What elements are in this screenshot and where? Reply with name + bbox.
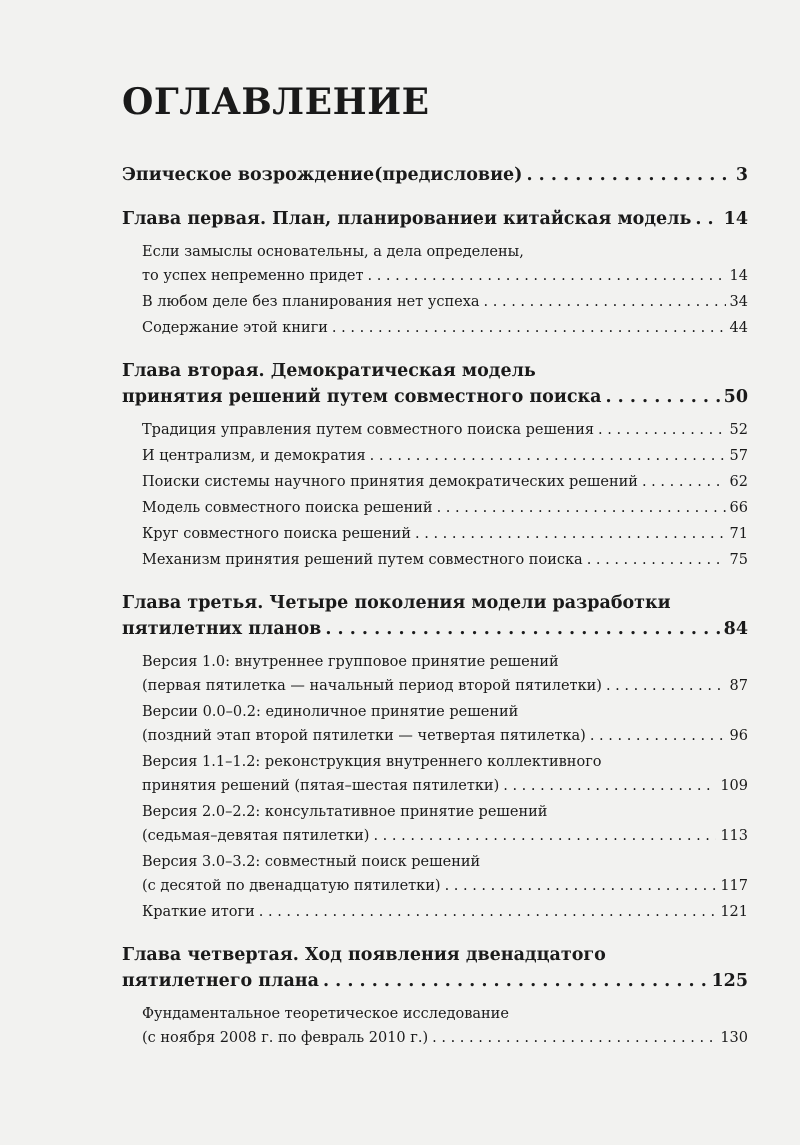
leader-dots [642,470,726,494]
chapter-last-line [122,206,748,232]
section-title-line: Версия 1.1–1.2: реконструкция внутреннего коллективного [142,754,602,770]
section-title-line: И централизм, и демократия [142,448,366,464]
section-title-line: Версия 2.0–2.2: консультативное принятие решений [142,804,548,820]
section-page-number: 121 [720,904,748,920]
section-last-line [142,316,748,340]
section-title-line: (с ноября 2008 г. по февраль 2010 г.) [142,1030,429,1046]
leader-dots [415,522,726,546]
section-title-line: В любом деле без планирования нет успеха [142,294,480,310]
toc-chapter[interactable] [122,162,748,188]
toc-chapter[interactable] [122,590,748,924]
section-title-line: (седьмая–девятая пятилетки) [142,828,370,844]
section-last-line [142,290,748,314]
chapter-title-line: Глава третья. Четыре поколения модели разработки [122,593,671,613]
toc-section[interactable] [142,850,748,898]
section-page-number: 109 [720,778,748,794]
chapter-title-line: пятилетних планов [122,619,322,639]
section-page-number: 113 [720,828,748,844]
toc-sections [122,240,748,340]
section-page-number: 96 [729,728,748,744]
leader-dots [368,264,726,288]
section-title-line: Содержание этой книги [142,320,328,336]
chapter-page-number: 14 [723,209,748,229]
chapter-last-line [122,162,748,188]
chapter-last-line [122,968,748,994]
page-title: ОГЛАВЛЕНИЕ [122,81,430,123]
leader-dots [437,496,726,520]
section-last-line [142,522,748,546]
leader-dots [484,290,726,314]
leader-dots [606,674,726,698]
toc-section[interactable] [142,496,748,520]
leader-dots [587,548,726,572]
leader-dots [432,1026,716,1050]
section-title-line: (с десятой по двенадцатую пятилетки) [142,878,441,894]
section-page-number: 130 [720,1030,748,1046]
chapter-page-number: 3 [735,165,748,185]
chapter-title-line: Глава четвертая. Ход появления двенадцатого [122,945,606,965]
section-page-number: 52 [729,422,748,438]
section-page-number: 117 [720,878,748,894]
leader-dots [259,900,717,924]
section-title-line: Краткие итоги [142,904,255,920]
leader-dots [590,724,726,748]
section-title-line: Если замыслы основательны, а дела определены, [142,244,524,260]
toc-section[interactable] [142,316,748,340]
toc-section[interactable] [142,522,748,546]
section-title-line: Фундаментальное теоретическое исследование [142,1006,509,1022]
chapter-page-number: 84 [723,619,748,639]
section-page-number: 71 [729,526,748,542]
toc-section[interactable] [142,1002,748,1050]
section-title-line: Поиски системы научного принятия демократических решений [142,474,638,490]
leader-dots [370,444,726,468]
leader-dots [332,316,726,340]
chapter-title-line: Глава вторая. Демократическая модель [122,361,536,381]
toc-section[interactable] [142,418,748,442]
section-last-line [142,774,748,798]
toc-sections [122,650,748,924]
toc-section[interactable] [142,750,748,798]
section-last-line [142,824,748,848]
leader-dots [503,774,716,798]
toc-section[interactable] [142,650,748,698]
section-last-line [142,418,748,442]
toc-section[interactable] [142,470,748,494]
chapter-title-line: Глава первая. План, планированиеи китайская модель [122,209,692,229]
toc-sections [122,418,748,572]
section-last-line [142,496,748,520]
section-title-line: принятия решений (пятая–шестая пятилетки) [142,778,500,794]
toc-section[interactable] [142,240,748,288]
section-title-line: Версия 1.0: внутреннее групповое принятие решений [142,654,559,670]
chapter-page-number: 50 [723,387,748,407]
toc-chapter[interactable] [122,206,748,340]
section-page-number: 75 [729,552,748,568]
toc-section[interactable] [142,290,748,314]
leader-dots [526,162,731,188]
section-page-number: 34 [729,294,748,310]
section-title-line: Версии 0.0–0.2: единоличное принятие решений [142,704,519,720]
chapter-title-line: пятилетнего плана [122,971,319,991]
chapter-title-line: принятия решений путем совместного поиска [122,387,602,407]
chapter-last-line [122,616,748,642]
section-page-number: 62 [729,474,748,490]
leader-dots [325,616,719,642]
section-title-line: Модель совместного поиска решений [142,500,433,516]
section-last-line [142,874,748,898]
toc-chapter[interactable] [122,942,748,1050]
leader-dots [323,968,708,994]
section-page-number: 44 [729,320,748,336]
section-page-number: 14 [729,268,748,284]
toc-section[interactable] [142,900,748,924]
toc-sections [122,1002,748,1050]
section-title-line: то успех непременно придет [142,268,364,284]
section-title-line: (поздний этап второй пятилетки — четвертая пятилетка) [142,728,586,744]
section-title-line: (первая пятилетка — начальный период второй пятилетки) [142,678,602,694]
section-title-line: Круг совместного поиска решений [142,526,412,542]
section-last-line [142,674,748,698]
leader-dots [373,824,716,848]
section-page-number: 87 [729,678,748,694]
section-last-line [142,548,748,572]
section-page-number: 57 [729,448,748,464]
toc-section[interactable] [142,444,748,468]
section-title-line: Механизм принятия решений путем совместного поиска [142,552,583,568]
toc-chapter[interactable] [122,358,748,572]
leader-dots [598,418,726,442]
section-last-line [142,444,748,468]
section-page-number: 66 [729,500,748,516]
section-last-line [142,470,748,494]
section-last-line [142,724,748,748]
section-last-line [142,264,748,288]
section-last-line [142,1026,748,1050]
toc-section[interactable] [142,548,748,572]
section-title-line: Версия 3.0–3.2: совместный поиск решений [142,854,481,870]
section-title-line: Традиция управления путем совместного поиска решения [142,422,595,438]
toc-section[interactable] [142,700,748,748]
chapter-last-line [122,384,748,410]
chapter-page-number: 125 [711,971,748,991]
leader-dots [695,206,719,232]
toc-section[interactable] [142,800,748,848]
chapter-title-line: Эпическое возрождение(предисловие) [122,165,523,185]
leader-dots [445,874,717,898]
section-last-line [142,900,748,924]
leader-dots [605,384,719,410]
table-of-contents [122,162,748,1050]
